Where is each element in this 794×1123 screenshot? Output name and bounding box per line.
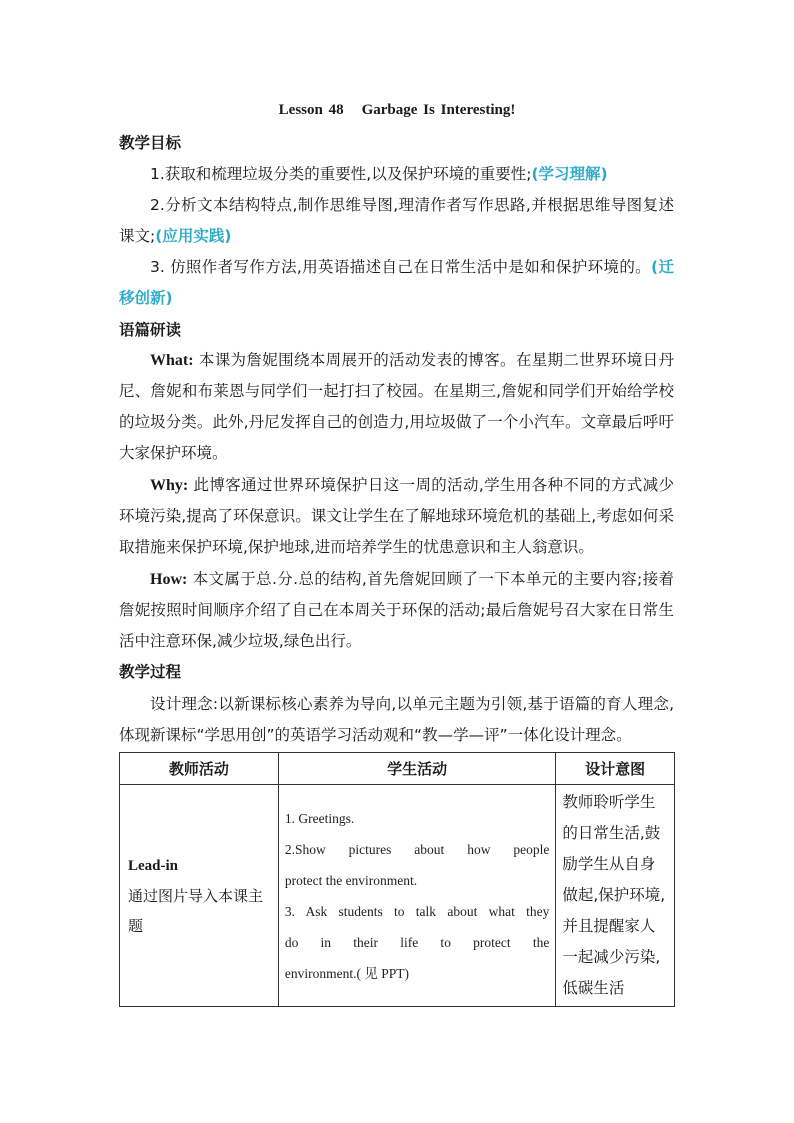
purpose-line: 低碳生活 bbox=[562, 979, 625, 997]
student-line: do in their life to protect the bbox=[284, 934, 550, 950]
objective-text-3: 3. 仿照作者写作方法,用英语描述自己在日常生活中是如和保护环境的。 bbox=[150, 258, 652, 276]
lesson-plan-table bbox=[119, 752, 675, 1007]
objectives-heading: 教学目标 bbox=[119, 134, 182, 152]
objective-text-1: 1.获取和梳理垃圾分类的重要性,以及保护环境的重要性; bbox=[150, 165, 532, 183]
purpose-line: 的日常生活,鼓 bbox=[562, 824, 661, 842]
purpose-line: 教师聆听学生 bbox=[562, 793, 656, 811]
purpose-line: 做起,保护环境, bbox=[562, 886, 666, 904]
purpose-line: 励学生从自身 bbox=[562, 855, 656, 873]
analysis-what bbox=[119, 345, 674, 469]
header-design-purpose: 设计意图 bbox=[556, 753, 675, 785]
objective-tag-2: (应用实践) bbox=[155, 227, 232, 245]
how-label: How: bbox=[150, 571, 188, 588]
analysis-heading: 语篇研读 bbox=[119, 321, 182, 339]
design-purpose-cell bbox=[556, 785, 675, 1007]
student-line: environment.( 见 PPT) bbox=[284, 965, 409, 981]
student-activity-cell bbox=[278, 785, 556, 1007]
objective-item-2 bbox=[119, 190, 674, 252]
lesson-title bbox=[0, 102, 794, 119]
objective-item-1 bbox=[119, 159, 674, 190]
analysis-how bbox=[119, 564, 674, 657]
student-line: protect the environment. bbox=[284, 872, 418, 888]
header-teacher-activity: 教师活动 bbox=[120, 753, 279, 785]
objective-tag-3: (迁移创新) bbox=[119, 258, 674, 307]
how-text: 本文属于总.分.总的结构,首先詹妮回顾了一下本单元的主要内容;接着詹妮按照时间顺序介绍了自己在本周关于环保的活动;最后詹妮号召大家在日常生活中注意环保,减少垃圾,绿色出行。 bbox=[119, 570, 674, 650]
objective-item-3 bbox=[119, 252, 674, 314]
teacher-activity-cell bbox=[120, 785, 279, 1007]
table-header-row bbox=[120, 753, 675, 785]
design-concept: 设计理念:以新课标核心素养为导向,以单元主题为引领,基于语篇的育人理念,体现新课标“学思用创”的英语学习活动观和“教—学—评”一体化设计理念。 bbox=[119, 695, 674, 744]
lead-in-label: Lead-in bbox=[128, 857, 179, 874]
what-text: 本课为詹妮围绕本周展开的活动发表的博客。在星期二世界环境日丹尼、詹妮和布莱恩与同学们一起打扫了校园。在星期三,詹妮和同学们开始给学校的垃圾分类。此外,丹尼发挥自己的创造力,用垃圾做了一个小汽车。文章最后呼吁大家保护环境。 bbox=[119, 351, 674, 462]
teacher-activity-text: 通过图片导入本课主题 bbox=[128, 886, 264, 935]
objective-text-2: 2.分析文本结构特点,制作思维导图,理清作者写作思路,并根据思维导图复述课文; bbox=[119, 196, 674, 245]
objective-tag-1: (学习理解) bbox=[531, 165, 608, 183]
why-label: Why: bbox=[150, 477, 189, 494]
what-label: What: bbox=[150, 352, 194, 369]
student-line: 1. Greetings. bbox=[284, 810, 355, 826]
lesson-number: Lesson 48 bbox=[278, 102, 344, 118]
lesson-name: Garbage Is Interesting! bbox=[361, 102, 516, 118]
table-row bbox=[120, 785, 675, 1007]
header-student-activity: 学生活动 bbox=[278, 753, 556, 785]
student-line: 3. Ask students to talk about what they bbox=[284, 903, 550, 919]
analysis-why bbox=[119, 470, 674, 563]
purpose-line: 一起减少污染, bbox=[562, 948, 661, 966]
purpose-line: 并且提醒家人 bbox=[562, 917, 656, 935]
student-line: 2.Show pictures about how people bbox=[284, 841, 550, 857]
why-text: 此博客通过世界环境保护日这一周的活动,学生用各种不同的方式减少环境污染,提高了环保意识。课文让学生在了解地球环境危机的基础上,考虑如何采取措施来保护环境,保护地球,进而培养学生的忧患意识和主人翁意识。 bbox=[119, 476, 674, 556]
process-heading: 教学过程 bbox=[119, 663, 182, 681]
